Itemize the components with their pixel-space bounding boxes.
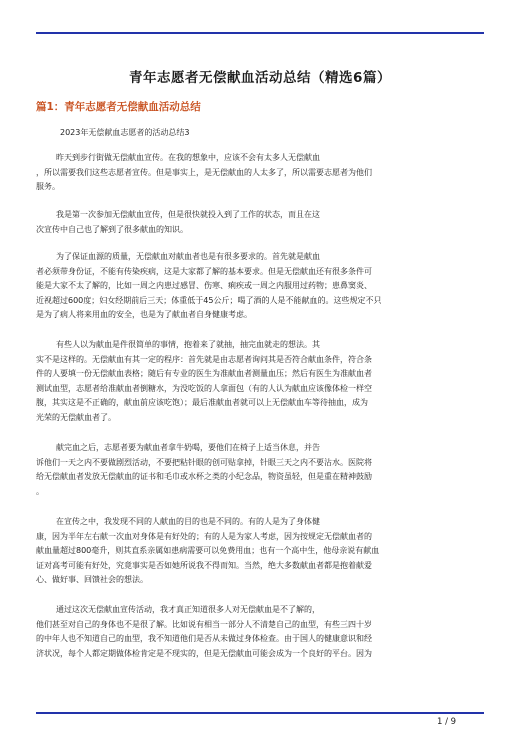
footer-rule <box>36 712 484 714</box>
paragraph-line: 给无偿献血者发放无偿献血的证书和毛巾或水杯之类的小纪念品，物资虽轻，但是重在精神鼓励 <box>36 472 372 481</box>
paragraph-line: 献血量超过800毫升，则其直系亲属如患病需要可以免费用血；也有一个高中生，他母亲说有献血 <box>36 546 380 555</box>
paragraph-line: 通过这次无偿献血宣传活动，我才真正知道很多人对无偿献血是不了解的， <box>56 605 320 614</box>
paragraph-line: 济状况，每个人都定期做体检肯定是不现实的，但是无偿献血可能会成为一个良好的平台。因为 <box>36 648 372 658</box>
paragraph-line: 近视超过600度；妇女经期前后三天；体重低于45公斤；喝了酒的人是不能献血的。这些规定不只 <box>36 295 382 305</box>
paragraph-line: 次宣传中自己也了解到了很多献血的知识。 <box>36 224 188 234</box>
document-subtitle: 2023年无偿献血志愿者的活动总结3 <box>60 128 190 137</box>
paragraph-line: 者必须带身份证，不能有传染疾病，这是大家都了解的基本要求。但是无偿献血还有很多条件可 <box>36 266 372 276</box>
paragraph-3 <box>36 250 484 323</box>
paragraph-5 <box>36 441 484 499</box>
paragraph-line: ，所以需要我们这些志愿者宣传。但是事实上，是无偿献血的人太多了，所以需要志愿者为他们 <box>36 167 372 177</box>
paragraph-line: 腹，其实这是不正确的，献血前应该吃饱）；最后准献血者就可以上无偿献血车等待抽血，成为 <box>36 398 368 407</box>
paragraph-line: 昨天到步行街做无偿献血宣传。在我的想象中，应该不会有太多人无偿献血 <box>56 153 320 162</box>
paragraph-7 <box>36 603 484 661</box>
paragraph-line: 心、做好事、回馈社会的想法。 <box>36 575 148 584</box>
paragraph-line: 实不是这样的。无偿献血有其一定的程序：首先就是由志愿者询问其是否符合献血条件，符合条 <box>36 354 372 364</box>
document-title: 青年志愿者无偿献血活动总结（精选6篇） <box>129 70 391 86</box>
paragraph-line: 服务。 <box>36 182 60 191</box>
paragraph-line: 件的人要填一份无偿献血表格；随后有专业的医生为准献血者测量血压；然后有医生为准献血者 <box>36 369 372 378</box>
section-heading: 篇1：青年志愿者无偿献血活动总结 <box>36 101 201 113</box>
paragraph-6 <box>36 515 484 588</box>
paragraph-line: 光荣的无偿献血者了。 <box>36 412 116 422</box>
paragraph-line: 的中年人也不知道自己的血型，我不知道他们是否从未做过身体检查。由于国人的健康意识和经 <box>36 634 372 643</box>
paragraph-line: 为了保证血源的质量，无偿献血对献血者也是有很多要求的。首先就是献血 <box>56 252 320 261</box>
paragraph-line: 他们甚至对自己的身体也不是很了解。比如说有相当一部分人不清楚自己的血型，有些三四十岁 <box>36 619 372 629</box>
page-number: 1 / 9 <box>437 717 457 727</box>
paragraph-line: 诉他们一天之内不要做剧烈活动，不要把粘针眼的创可贴拿掉，针眼三天之内不要沾水。医院将 <box>36 457 372 467</box>
paragraph-line: 有些人以为献血是件很简单的事情，抱着来了就抽，抽完血就走的想法。其 <box>56 340 320 349</box>
paragraph-line: 测试血型，志愿者给准献血者倒糖水，为没吃饭的人拿面包（有的人认为献血应该像体检一样空 <box>36 383 372 393</box>
paragraph-line: 证对高考可能有好处，究竟事实是否如她所说我不得而知。当然，绝大多数献血者都是抱着献爱 <box>36 560 372 570</box>
paragraph-line: 献完血之后，志愿者要为献血者拿牛奶喝，要他们在椅子上适当休息，并告 <box>56 443 320 452</box>
paragraph-line: 康，因为半年左右献一次血对身体是有好处的；有的人是为家人考虑，因为按规定无偿献血者的 <box>36 531 372 541</box>
paragraph-2 <box>36 208 484 237</box>
paragraph-line: 我是第一次参加无偿献血宣传，但是很快就投入到了工作的状态，而且在这 <box>56 210 320 219</box>
paragraph-1 <box>36 151 484 195</box>
paragraph-line: 在宣传之中，我发现不同的人献血的目的也是不同的。有的人是为了身体健 <box>56 517 320 526</box>
paragraph-line: 。 <box>36 486 44 496</box>
paragraph-line: 能是大家不太了解的，比如一周之内患过感冒、伤寒、痢疾或一周之内服用过药物；患鼻窦炎、 <box>36 281 372 290</box>
header-rule <box>36 32 484 34</box>
paragraph-line: 是为了病人将来用血的安全，也是为了献血者自身健康考虑。 <box>36 310 252 319</box>
paragraph-4 <box>36 338 484 425</box>
